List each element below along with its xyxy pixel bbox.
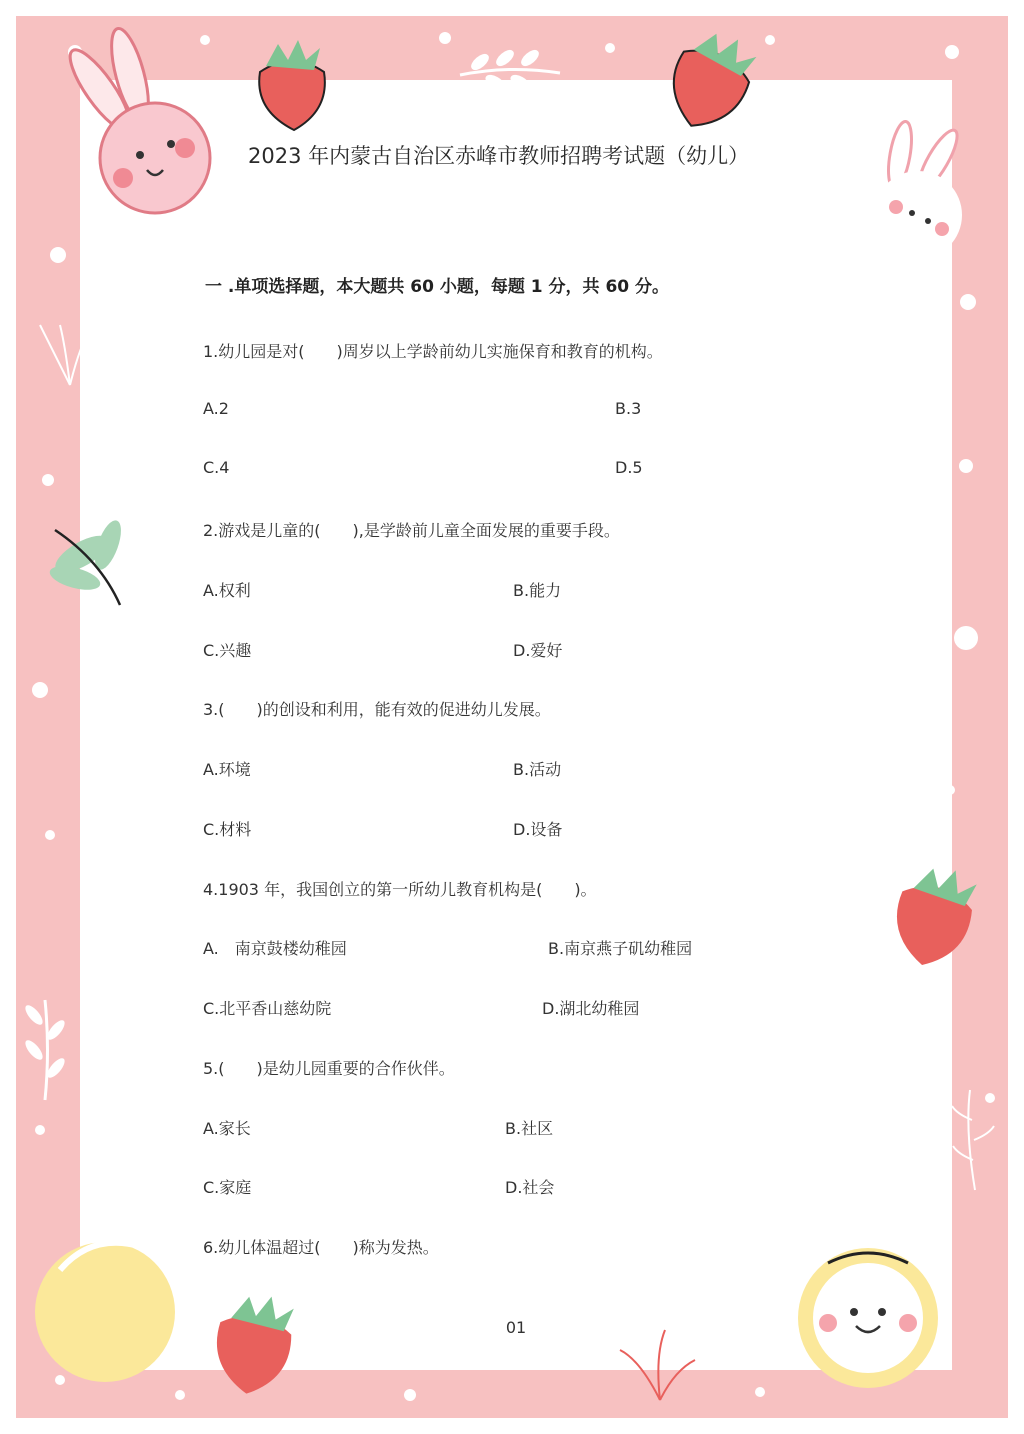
question-6: 6.幼儿体温超过( )称为发热。 — [203, 1238, 439, 1257]
document-title: 2023 年内蒙古自治区赤峰市教师招聘考试题（幼儿） — [248, 144, 750, 168]
option-3c: C.材料 — [203, 820, 252, 839]
option-1c: C.4 — [203, 458, 230, 477]
option-3a: A.环境 — [203, 760, 251, 779]
section-heading: 一 .单项选择题，本大题共 60 小题，每题 1 分，共 60 分。 — [205, 277, 670, 297]
option-1d: D.5 — [615, 458, 643, 477]
option-5c: C.家庭 — [203, 1178, 252, 1197]
question-3: 3.( )的创设和利用，能有效的促进幼儿发展。 — [203, 700, 551, 719]
option-4d: D.湖北幼稚园 — [542, 999, 640, 1018]
option-1b: B.3 — [615, 399, 642, 418]
option-4c: C.北平香山慈幼院 — [203, 999, 332, 1018]
option-2d: D.爱好 — [513, 641, 563, 660]
option-2b: B.能力 — [513, 581, 562, 600]
option-5d: D.社会 — [505, 1178, 555, 1197]
question-5: 5.( )是幼儿园重要的合作伙伴。 — [203, 1059, 455, 1078]
option-4a: A. 南京鼓楼幼稚园 — [203, 939, 347, 958]
question-4: 4.1903 年，我国创立的第一所幼儿教育机构是( )。 — [203, 880, 597, 899]
option-3b: B.活动 — [513, 760, 562, 779]
option-5a: A.家长 — [203, 1119, 251, 1138]
question-1: 1.幼儿园是对( )周岁以上学龄前幼儿实施保育和教育的机构。 — [203, 342, 663, 361]
option-3d: D.设备 — [513, 820, 563, 839]
option-1a: A.2 — [203, 399, 229, 418]
option-5b: B.社区 — [505, 1119, 554, 1138]
option-2a: A.权利 — [203, 581, 251, 600]
question-2: 2.游戏是儿童的( ),是学龄前儿童全面发展的重要手段。 — [203, 521, 620, 540]
page-number: 01 — [505, 1318, 527, 1337]
option-2c: C.兴趣 — [203, 641, 252, 660]
option-4b: B.南京燕子矶幼稚园 — [548, 939, 693, 958]
